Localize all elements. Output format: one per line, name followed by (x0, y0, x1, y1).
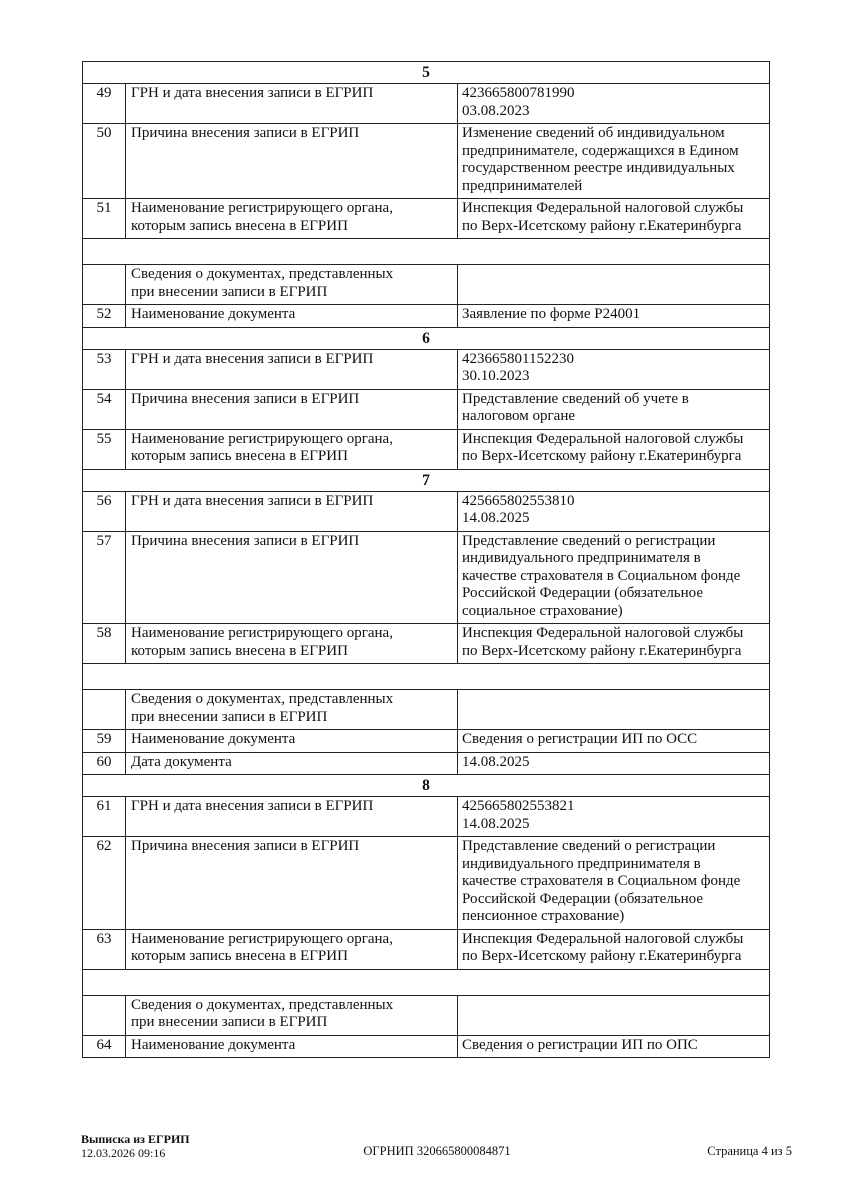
row-value-cell: Представление сведений о регистрации индивидуального предпринимателя в качестве страхователя в Социальном фонде Российской Федерации (обязательное пенсионное страхование) (458, 837, 770, 930)
row-value-cell: 423665801152230 30.10.2023 (458, 349, 770, 389)
row-number-cell (83, 265, 126, 305)
footer-page-number: Страница 4 из 5 (707, 1144, 792, 1158)
row-label-cell: Сведения о документах, представленных при внесении записи в ЕГРИП (126, 265, 458, 305)
row-label-cell: Дата документа (126, 752, 458, 775)
table-row (83, 389, 770, 429)
row-value-cell: Инспекция Федеральной налоговой службы по Верх-Исетскому району г.Екатеринбурга (458, 624, 770, 664)
spacer-row (83, 664, 770, 690)
table-row (83, 429, 770, 469)
footer-datetime: 12.03.2026 09:16 (81, 1145, 166, 1160)
row-value-cell: Представление сведений о регистрации индивидуального предпринимателя в качестве страхователя в Социальном фонде Российской Федерации (обязательное социальное страхование) (458, 531, 770, 624)
row-label-cell: Наименование регистрирующего органа, которым запись внесена в ЕГРИП (126, 929, 458, 969)
row-value-cell (458, 690, 770, 730)
row-number-cell: 53 (83, 349, 126, 389)
row-label-cell: Сведения о документах, представленных при внесении записи в ЕГРИП (126, 995, 458, 1035)
row-label-cell: Наименование регистрирующего органа, которым запись внесена в ЕГРИП (126, 199, 458, 239)
row-number-cell: 59 (83, 730, 126, 753)
row-number-cell: 62 (83, 837, 126, 930)
row-number-cell: 49 (83, 84, 126, 124)
table-row (83, 797, 770, 837)
row-label-cell: Наименование документа (126, 305, 458, 328)
section-header-row (83, 62, 770, 84)
row-value-cell: Инспекция Федеральной налоговой службы по Верх-Исетскому району г.Екатеринбурга (458, 929, 770, 969)
row-number-cell (83, 995, 126, 1035)
row-label-cell: ГРН и дата внесения записи в ЕГРИП (126, 349, 458, 389)
row-label-cell: Причина внесения записи в ЕГРИП (126, 837, 458, 930)
section-number: 7 (83, 469, 770, 491)
egrip-records-table (82, 61, 770, 1058)
subheader-row (83, 265, 770, 305)
table-row (83, 531, 770, 624)
row-value-cell (458, 265, 770, 305)
row-label-cell: Наименование регистрирующего органа, которым запись внесена в ЕГРИП (126, 624, 458, 664)
table-row (83, 349, 770, 389)
row-number-cell: 52 (83, 305, 126, 328)
row-number-cell: 61 (83, 797, 126, 837)
table-row (83, 1035, 770, 1058)
row-label-cell: ГРН и дата внесения записи в ЕГРИП (126, 797, 458, 837)
subheader-row (83, 995, 770, 1035)
table-row (83, 199, 770, 239)
section-header-row (83, 775, 770, 797)
row-value-cell: 423665800781990 03.08.2023 (458, 84, 770, 124)
footer-ogrnip: ОГРНИП 320665800084871 (363, 1144, 511, 1158)
row-number-cell: 54 (83, 389, 126, 429)
row-number-cell: 58 (83, 624, 126, 664)
row-label-cell: Причина внесения записи в ЕГРИП (126, 124, 458, 199)
spacer-row (83, 969, 770, 995)
egrip-records-table-body (83, 62, 770, 1058)
spacer-cell (83, 239, 770, 265)
row-number-cell: 64 (83, 1035, 126, 1058)
row-label-cell: ГРН и дата внесения записи в ЕГРИП (126, 84, 458, 124)
table-row (83, 730, 770, 753)
row-label-cell: Наименование регистрирующего органа, которым запись внесена в ЕГРИП (126, 429, 458, 469)
spacer-cell (83, 969, 770, 995)
row-value-cell (458, 995, 770, 1035)
row-label-cell: Наименование документа (126, 730, 458, 753)
row-value-cell: Изменение сведений об индивидуальном предпринимателе, содержащихся в Едином государственном реестре индивидуальных предпринимателей (458, 124, 770, 199)
row-value-cell: 425665802553810 14.08.2025 (458, 491, 770, 531)
subheader-row (83, 690, 770, 730)
table-row (83, 752, 770, 775)
row-label-cell: ГРН и дата внесения записи в ЕГРИП (126, 491, 458, 531)
table-row (83, 929, 770, 969)
row-label-cell: Наименование документа (126, 1035, 458, 1058)
row-number-cell: 60 (83, 752, 126, 775)
row-number-cell: 50 (83, 124, 126, 199)
row-number-cell: 51 (83, 199, 126, 239)
row-label-cell: Причина внесения записи в ЕГРИП (126, 531, 458, 624)
spacer-row (83, 239, 770, 265)
table-row (83, 837, 770, 930)
row-number-cell: 55 (83, 429, 126, 469)
row-number-cell (83, 690, 126, 730)
section-number: 8 (83, 775, 770, 797)
row-number-cell: 56 (83, 491, 126, 531)
row-number-cell: 63 (83, 929, 126, 969)
row-value-cell: Сведения о регистрации ИП по ОПС (458, 1035, 770, 1058)
table-row (83, 305, 770, 328)
row-number-cell: 57 (83, 531, 126, 624)
table-row (83, 624, 770, 664)
row-value-cell: Инспекция Федеральной налоговой службы по Верх-Исетскому району г.Екатеринбурга (458, 199, 770, 239)
footer-doc-type: Выписка из ЕГРИП (81, 1132, 190, 1146)
section-header-row (83, 469, 770, 491)
spacer-cell (83, 664, 770, 690)
row-value-cell: 425665802553821 14.08.2025 (458, 797, 770, 837)
row-value-cell: Заявление по форме Р24001 (458, 305, 770, 328)
table-row (83, 491, 770, 531)
row-label-cell: Сведения о документах, представленных при внесении записи в ЕГРИП (126, 690, 458, 730)
section-number: 5 (83, 62, 770, 84)
table-row (83, 84, 770, 124)
section-header-row (83, 327, 770, 349)
table-row (83, 124, 770, 199)
row-value-cell: Инспекция Федеральной налоговой службы по Верх-Исетскому району г.Екатеринбурга (458, 429, 770, 469)
row-value-cell: Представление сведений об учете в налоговом органе (458, 389, 770, 429)
row-label-cell: Причина внесения записи в ЕГРИП (126, 389, 458, 429)
row-value-cell: Сведения о регистрации ИП по ОСС (458, 730, 770, 753)
row-value-cell: 14.08.2025 (458, 752, 770, 775)
section-number: 6 (83, 327, 770, 349)
